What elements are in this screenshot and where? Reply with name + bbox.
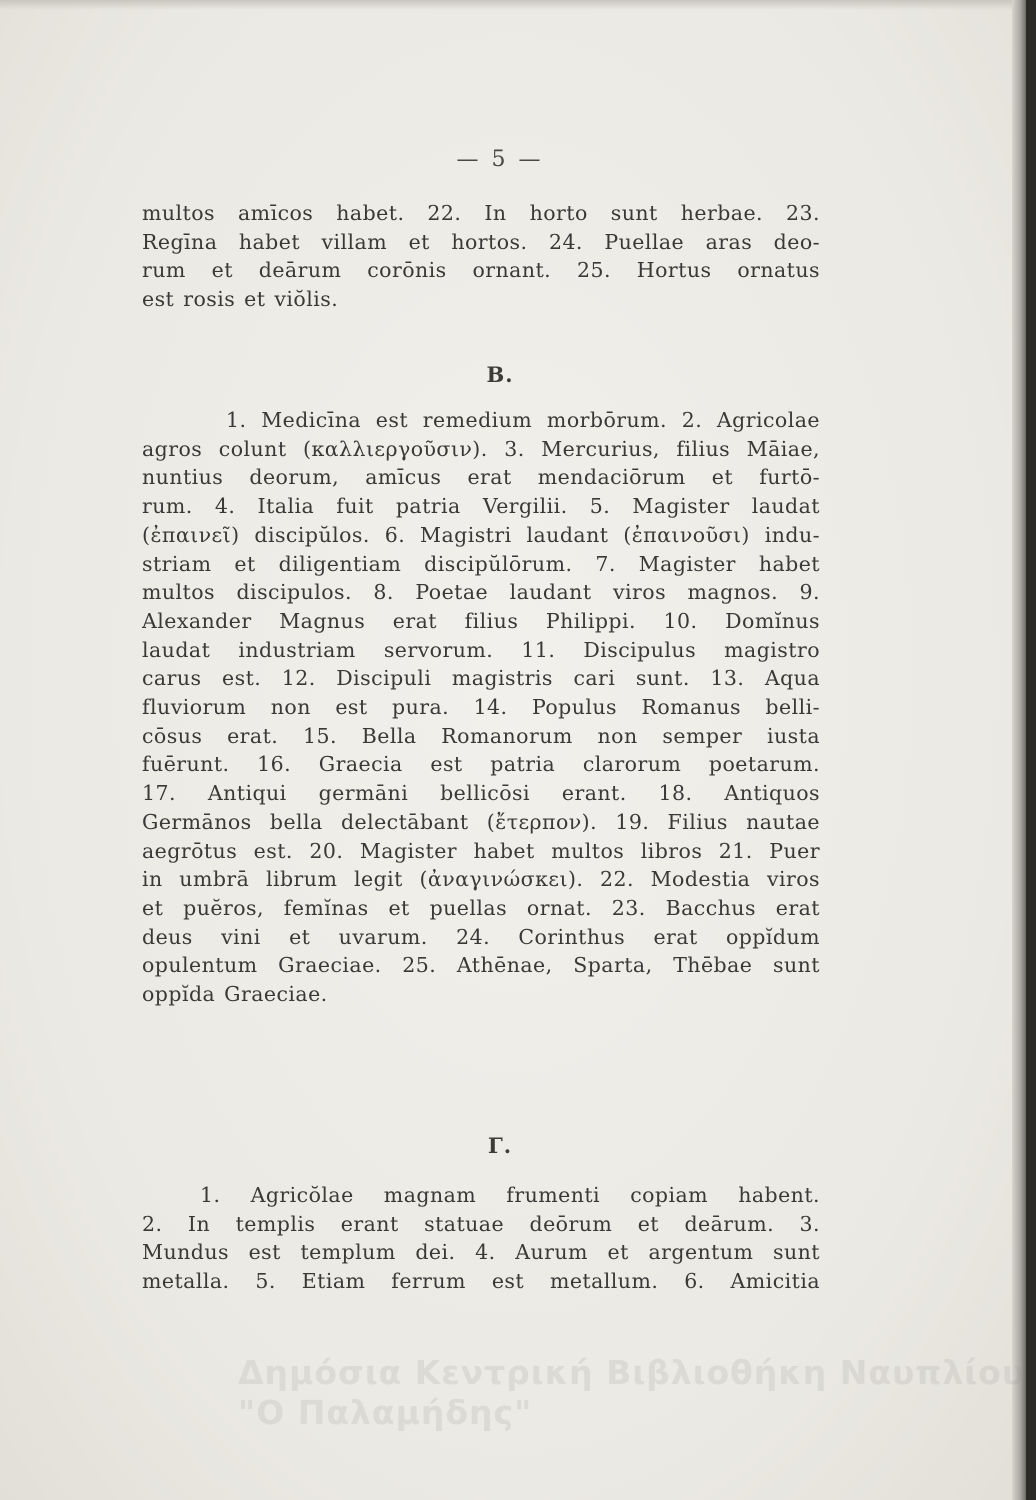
- text-line: in umbrā librum legit (ἀναγινώσκει). 22. Modestia viros: [142, 867, 820, 892]
- text-line: aegrōtus est. 20. Magister habet multos libros 21. Puer: [142, 838, 820, 863]
- section-b-text: [142, 406, 820, 1009]
- text-line: oppĭda Graeciae.: [142, 982, 328, 1007]
- text-line: est rosis et viŏlis.: [142, 287, 339, 312]
- section-c-text: [142, 1181, 820, 1296]
- library-watermark: [238, 1353, 1025, 1433]
- text-line: metalla. 5. Etiam ferrum est metallum. 6. Amicitia: [142, 1269, 820, 1294]
- text-line: Regīna habet villam et hortos. 24. Puellae aras deo-: [142, 229, 820, 254]
- section-c-heading: Γ.: [487, 1133, 513, 1158]
- text-line: Alexander Magnus erat filius Philippi. 10. Domĭnus: [142, 608, 820, 633]
- text-line: 2. In templis erant statuae deōrum et deārum. 3.: [142, 1211, 820, 1236]
- text-line: (ἐπαινεῖ) discipŭlos. 6. Magistri laudant (ἐπαινοῦσι) indu-: [142, 522, 820, 547]
- page-top-shadow: [0, 0, 1026, 10]
- watermark-line-2: "Ο Παλαμήδης": [238, 1393, 533, 1432]
- watermark-line-1: Δημόσια Κεντρική Βιβλιοθήκη Ναυπλίου: [238, 1353, 1026, 1392]
- text-line: agros colunt (καλλιεργοῦσιν). 3. Mercurius, filius Māiae,: [142, 436, 820, 461]
- text-line: fuērunt. 16. Graecia est patria clarorum poetarum.: [142, 752, 820, 777]
- text-line: et puĕros, femĭnas et puellas ornat. 23. Bacchus erat: [142, 895, 820, 920]
- text-line: nuntius deorum, amīcus erat mendaciōrum et furtō-: [142, 465, 820, 490]
- text-line: cōsus erat. 15. Bella Romanorum non semper iusta: [142, 723, 820, 748]
- page-number: — 5 —: [456, 147, 544, 172]
- text-line: 17. Antiqui germāni bellicōsi erant. 18. Antiquos: [142, 781, 820, 806]
- page-right-edge: [1012, 0, 1026, 1500]
- text-line: fluviorum non est pura. 14. Populus Romanus belli-: [142, 695, 820, 720]
- section-a-tail: [142, 199, 820, 314]
- text-line: Mundus est templum dei. 4. Aurum et argentum sunt: [142, 1240, 820, 1265]
- text-line: Germānos bella delectābant (ἔτερπον). 19. Filius nautae: [142, 809, 820, 834]
- text-line: rum et deārum corōnis ornant. 25. Hortus ornatus: [142, 258, 820, 283]
- section-b-heading: B.: [486, 362, 514, 387]
- text-line: opulentum Graeciae. 25. Athēnae, Sparta, Thēbae sunt: [142, 953, 820, 978]
- text-line: 1. Medicīna est remedium morbōrum. 2. Agricolae: [226, 408, 820, 432]
- text-line: carus est. 12. Discipuli magistris cari sunt. 13. Aqua: [142, 666, 820, 691]
- text-line: multos discipulos. 8. Poetae laudant viros magnos. 9.: [142, 580, 820, 605]
- text-line: 1. Agricŏlae magnam frumenti copiam habent.: [200, 1183, 820, 1207]
- text-line: multos amīcos habet. 22. In horto sunt herbae. 23.: [142, 201, 820, 225]
- text-line: laudat industriam servorum. 11. Discipulus magistro: [142, 637, 820, 662]
- text-line: deus vini et uvarum. 24. Corinthus erat oppĭdum: [142, 924, 820, 949]
- text-line: striam et diligentiam discipŭlōrum. 7. Magister habet: [142, 551, 820, 576]
- text-line: rum. 4. Italia fuit patria Vergilii. 5. Magister laudat: [142, 494, 820, 519]
